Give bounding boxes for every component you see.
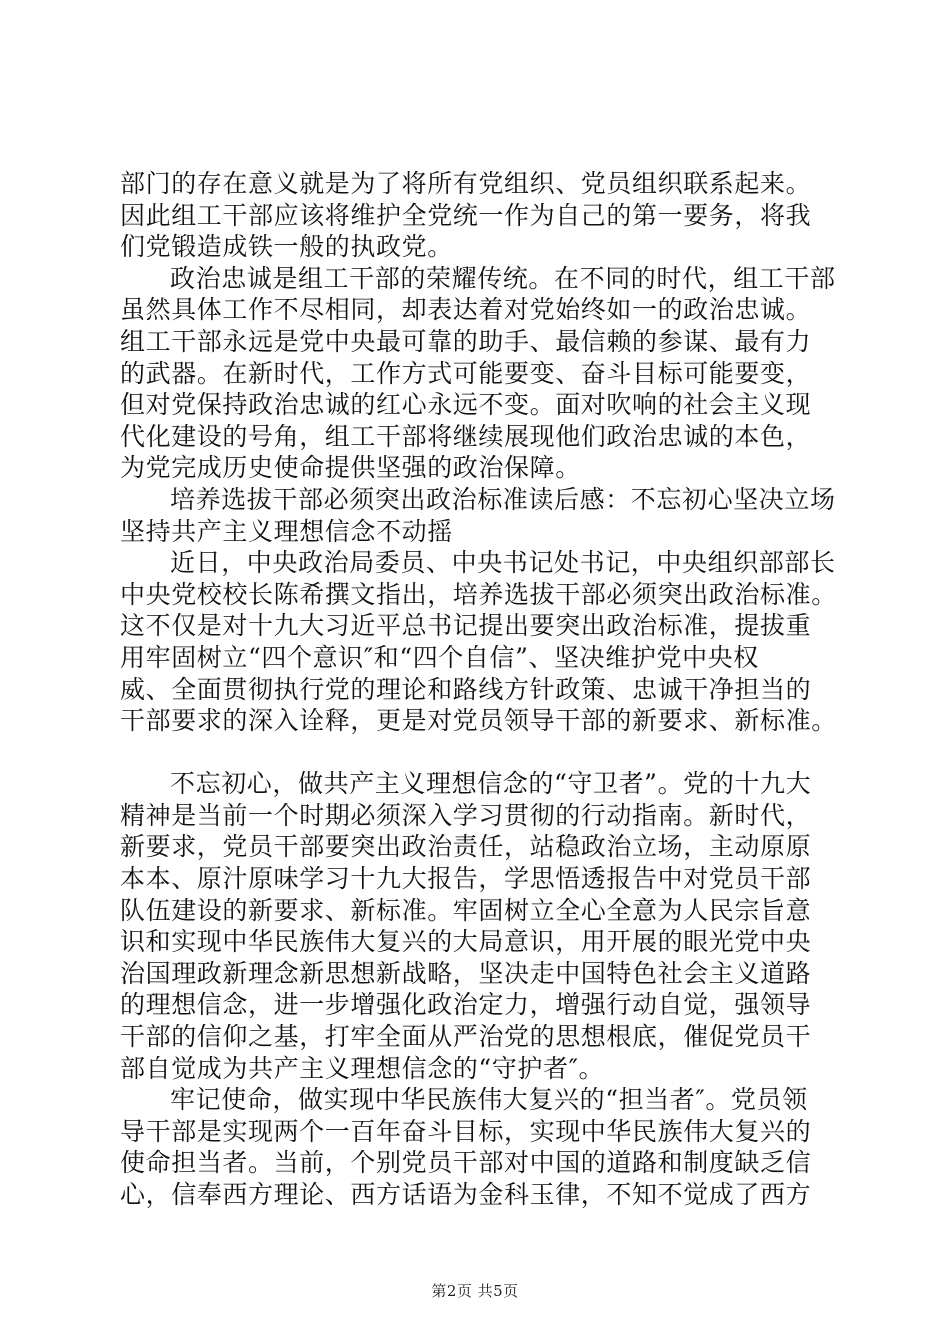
text-line: 部自觉成为共产主义理想信念的“守护者″。 [120, 1053, 605, 1083]
text-line: 使命担当者。当前，个别党员干部对中国的道路和制度缺乏信 [120, 1148, 812, 1178]
text-line: 队伍建设的新要求、新标准。牢固树立全心全意为人民宗旨意 [120, 895, 812, 925]
text-line: 为党完成历史使命提供坚强的政治保障。 [120, 453, 581, 483]
text-line: 精神是当前一个时期必须深入学习贯彻的行动指南。新时代， [120, 800, 812, 830]
text-line: 们党锻造成铁一般的执政党。 [120, 232, 453, 262]
text-line: 干部的信仰之基，打牢全面从严治党的思想根底，催促党员干 [120, 1022, 812, 1052]
text-line: 治国理政新理念新思想新战略，坚决走中国特色社会主义道路 [120, 958, 812, 988]
paragraph-gap [120, 737, 840, 769]
text-line: 的武器。在新时代，工作方式可能要变、奋斗目标可能要变， [120, 358, 812, 388]
text-line: 中央党校校长陈希撰文指出，培养选拔干部必须突出政治标准。 [120, 579, 837, 609]
text-line: 新要求，党员干部要突出政治责任，站稳政治立场，主动原原 [120, 832, 812, 862]
text-line: 识和实现中华民族伟大复兴的大局意识，用开展的眼光党中央 [120, 927, 812, 957]
section-title-line: 培养选拔干部必须突出政治标准读后感：不忘初心坚决立场 [170, 484, 836, 514]
text-line: 这不仅是对十九大习近平总书记提出要突出政治标准，提拔重 [120, 611, 812, 641]
text-line: 用牢固树立“四个意识″和“四个自信”、坚决维护党中央权 [120, 642, 759, 672]
text-line: 本本、原汁原味学习十九大报告，学思悟透报告中对党员干部 [120, 864, 812, 894]
paragraph-start-line: 不忘初心，做共产主义理想信念的“守卫者”。党的十九大 [170, 769, 812, 799]
text-line: 组工干部永远是党中央最可靠的助手、最信赖的参谋、最有力 [120, 326, 812, 356]
page-number-footer: 第2页 共5页 [431, 1282, 519, 1300]
paragraph-start-line: 近日，中央政治局委员、中央书记处书记，中央组织部部长 [170, 548, 836, 578]
text-line: 的理想信念，进一步增强化政治定力，增强行动自觉，强领导 [120, 990, 812, 1020]
text-line: 干部要求的深入诠释，更是对党员领导干部的新要求、新标准。 [120, 706, 837, 736]
section-title-line: 坚持共产主义理想信念不动摇 [120, 516, 453, 546]
text-line: 威、全面贯彻执行党的理论和路线方针政策、忠诚干净担当的 [120, 674, 812, 704]
text-line: 因此组工干部应该将维护全党统一作为自己的第一要务，将我 [120, 200, 812, 230]
paragraph-start-line: 政治忠诚是组工干部的荣耀传统。在不同的时代，组工干部 [170, 263, 836, 293]
text-line: 代化建设的号角，组工干部将继续展现他们政治忠诚的本色， [120, 421, 812, 451]
document-body [120, 168, 840, 1211]
paragraph-start-line: 牢记使命，做实现中华民族伟大复兴的“担当者″。党员领 [170, 1085, 808, 1115]
text-line: 但对党保持政治忠诚的红心永远不变。面对吹响的社会主义现 [120, 390, 812, 420]
text-line: 导干部是实现两个一百年奋斗目标，实现中华民族伟大复兴的 [120, 1116, 812, 1146]
text-line: 心，信奉西方理论、西方话语为金科玉律，不知不觉成了西方 [120, 1180, 812, 1209]
text-line: 部门的存在意义就是为了将所有党组织、党员组织联系起来。 [120, 169, 812, 198]
text-line: 虽然具体工作不尽相同，却表达着对党始终如一的政治忠诚。 [120, 295, 812, 325]
